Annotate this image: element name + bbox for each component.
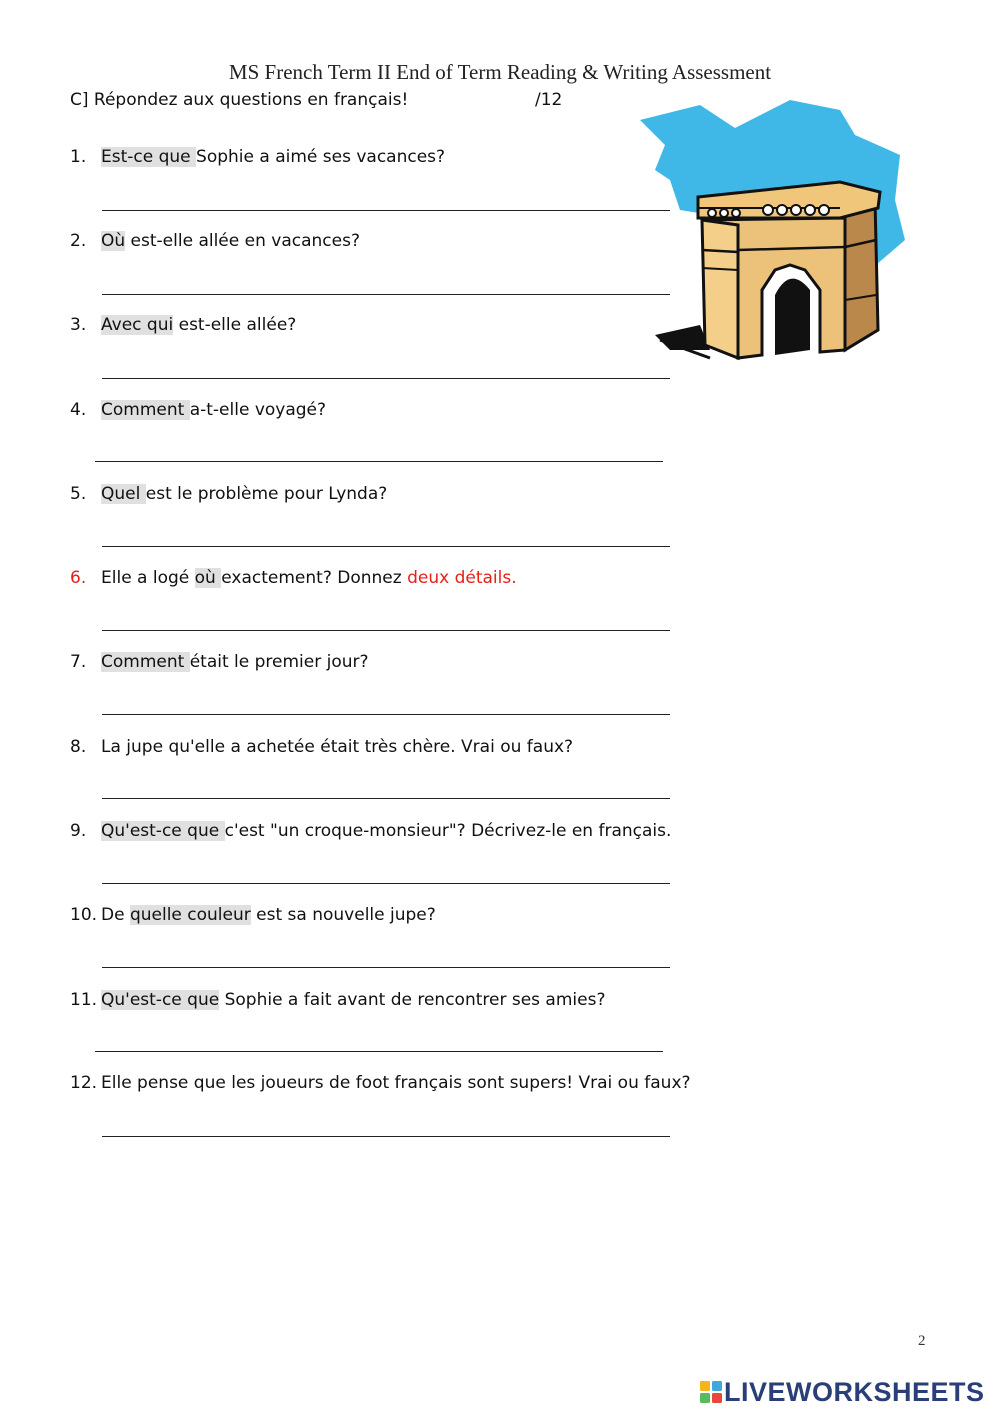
brand-name: LIVEWORKSHEETS <box>724 1376 985 1407</box>
question-6 <box>70 568 517 588</box>
answer-line-7[interactable] <box>102 714 670 715</box>
question-12 <box>70 1073 691 1093</box>
question-text: est sa nouvelle jupe? <box>250 905 436 925</box>
question-number: 10. <box>70 905 98 925</box>
question-number: 11. <box>70 990 98 1010</box>
section-instructions: C] Répondez aux questions en français! <box>70 90 409 110</box>
question-highlight: Comment <box>101 652 190 672</box>
liveworksheets-logo-icon <box>700 1381 722 1403</box>
answer-line-3[interactable] <box>102 378 670 379</box>
answer-line-11[interactable] <box>95 1051 663 1052</box>
question-text: est-elle allée? <box>173 315 297 335</box>
question-number: 12. <box>70 1073 98 1093</box>
question-number: 7. <box>70 652 87 672</box>
question-number: 9. <box>70 821 87 841</box>
question-text: exactement? Donnez <box>221 568 408 588</box>
question-text: Elle a logé <box>101 568 195 588</box>
answer-line-10[interactable] <box>102 967 670 968</box>
page-number: 2 <box>918 1333 926 1349</box>
question-11 <box>70 990 605 1010</box>
answer-line-6[interactable] <box>102 630 670 631</box>
question-text: Sophie a aimé ses vacances? <box>196 147 446 167</box>
question-text: Elle pense que les joueurs de foot français sont supers! Vrai ou faux? <box>101 1073 691 1093</box>
question-number: 1. <box>70 147 87 167</box>
question-highlight: où <box>194 568 222 588</box>
score-total: /12 <box>535 90 563 110</box>
question-highlight: Quel <box>101 484 146 504</box>
question-10 <box>70 905 436 925</box>
question-number: 8. <box>70 737 87 757</box>
question-8 <box>70 737 573 757</box>
question-highlight: Comment <box>101 400 190 420</box>
question-highlight: Qu'est-ce que <box>101 990 220 1010</box>
question-3 <box>70 315 296 335</box>
answer-line-9[interactable] <box>102 883 670 884</box>
question-2 <box>70 231 360 251</box>
question-highlight: Qu'est-ce que <box>101 821 225 841</box>
question-9 <box>70 821 671 841</box>
question-text: La jupe qu'elle a achetée était très chère. Vrai ou faux? <box>101 737 574 757</box>
question-highlight: Où <box>101 231 126 251</box>
arc-de-triomphe-icon <box>640 100 905 370</box>
question-number: 4. <box>70 400 87 420</box>
answer-line-8[interactable] <box>102 798 670 799</box>
answer-line-12[interactable] <box>102 1136 670 1137</box>
question-number: 2. <box>70 231 87 251</box>
question-text: Sophie a fait avant de rencontrer ses amies? <box>219 990 606 1010</box>
question-highlight: Avec qui <box>101 315 174 335</box>
answer-line-1[interactable] <box>102 210 670 211</box>
question-emphasis: deux détails. <box>407 568 517 588</box>
question-5 <box>70 484 387 504</box>
question-highlight: quelle couleur <box>129 905 251 925</box>
question-4 <box>70 400 326 420</box>
answer-line-4[interactable] <box>95 461 663 462</box>
page-title: MS French Term II End of Term Reading & Writing Assessment <box>228 60 772 84</box>
question-text: De <box>101 905 130 925</box>
question-text: a-t-elle voyagé? <box>189 400 327 420</box>
question-number: 3. <box>70 315 87 335</box>
answer-line-2[interactable] <box>102 294 670 295</box>
question-text: est-elle allée en vacances? <box>125 231 360 251</box>
question-text: est le problème pour Lynda? <box>145 484 388 504</box>
question-number: 5. <box>70 484 87 504</box>
question-7 <box>70 652 369 672</box>
question-number: 6. <box>70 568 87 588</box>
question-text: était le premier jour? <box>189 652 369 672</box>
brand-footer[interactable] <box>700 1374 985 1410</box>
answer-line-5[interactable] <box>102 546 670 547</box>
question-highlight: Est-ce que <box>101 147 197 167</box>
question-1 <box>70 147 445 167</box>
question-text: c'est "un croque-monsieur"? Décrivez-le en français. <box>224 821 672 841</box>
